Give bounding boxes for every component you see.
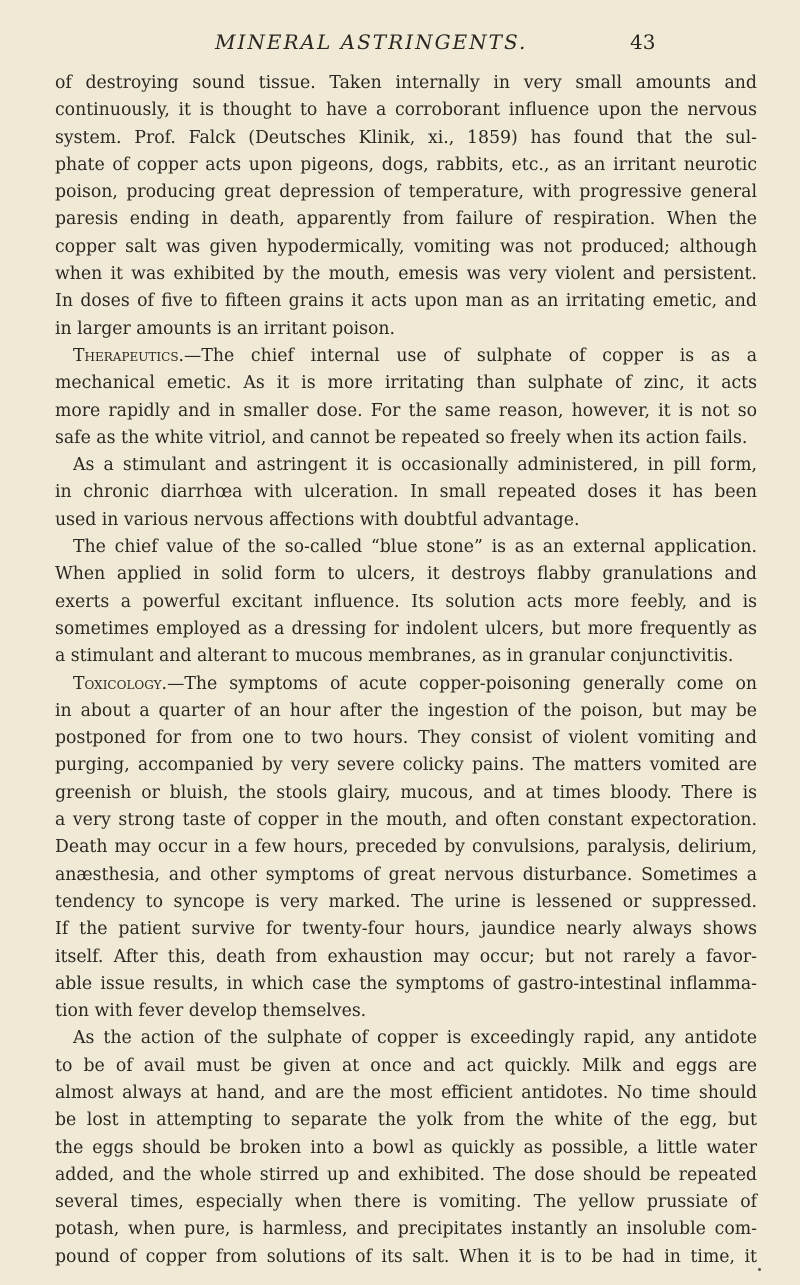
text-line (55, 862, 757, 889)
text-line (55, 834, 757, 861)
line-text: exerts a powerful excitant influence. Its solution acts more feebly, and is (55, 591, 757, 612)
text-line (55, 1135, 757, 1162)
text-line (55, 1025, 757, 1052)
line-text: If the patient survive for twenty-four hours, jaundice nearly always shows (55, 919, 757, 940)
line-text: several times, especially when there is vomiting. The yellow prussiate of (55, 1192, 757, 1213)
line-text: paresis ending in death, apparently from failure of respiration. When the (55, 209, 757, 230)
line-text: safe as the white vitriol, and cannot be repeated so freely when its action fails. (55, 427, 748, 448)
text-line (55, 370, 757, 397)
line-text: poison, producing great depression of temperature, with progressive general (55, 182, 757, 203)
line-text: copper salt was given hypodermically, vomiting was not produced; although (55, 236, 757, 257)
line-text: added, and the whole stirred up and exhibited. The dose should be repeated (55, 1164, 757, 1185)
line-text: in chronic diarrhœa with ulceration. In small repeated doses it has been (55, 482, 757, 503)
line-text: a very strong taste of copper in the mouth, and often constant expectoration. (55, 810, 757, 831)
section-heading: Toxicology. (73, 673, 168, 694)
text-line (55, 1244, 757, 1271)
text-line (55, 889, 757, 916)
line-text: in about a quarter of an hour after the ingestion of the poison, but may be (55, 700, 757, 721)
line-text: almost always at hand, and are the most efficient antidotes. No time should (55, 1082, 757, 1103)
text-line (55, 288, 757, 315)
header-title: MINERAL ASTRINGENTS. (215, 30, 528, 54)
line-text: in larger amounts is an irritant poison. (55, 318, 396, 339)
running-header (0, 30, 800, 60)
text-line (55, 780, 757, 807)
text-line (55, 589, 757, 616)
text-line (55, 616, 757, 643)
line-text: —The symptoms of acute copper-poisoning generally come on (167, 673, 757, 694)
text-line (55, 206, 757, 233)
text-line (55, 1162, 757, 1189)
text-line (55, 643, 757, 670)
line-text: of destroying sound tissue. Taken internally in very small amounts and (55, 73, 757, 93)
line-text: Death may occur in a few hours, preceded by convulsions, paralysis, delirium, (55, 837, 757, 858)
text-line (55, 343, 757, 370)
text-line (55, 916, 757, 943)
line-text: purging, accompanied by very severe colicky pains. The matters vomited are (55, 755, 757, 776)
line-text: potash, when pure, is harmless, and precipitates instantly an insoluble com- (55, 1219, 757, 1240)
text-line (55, 479, 757, 506)
text-line (55, 998, 757, 1025)
page-number: 43 (630, 30, 656, 54)
text-line (55, 1189, 757, 1216)
line-text: when it was exhibited by the mouth, emesis was very violent and persistent. (55, 264, 757, 285)
line-text: more rapidly and in smaller dose. For the same reason, however, it is not so (55, 400, 757, 421)
section-heading: Therapeutics. (73, 345, 185, 366)
line-text: the eggs should be broken into a bowl as quickly as possible, a little water (55, 1137, 757, 1158)
text-line (55, 752, 757, 779)
line-text: When applied in solid form to ulcers, it destroys flabby granulations and (55, 564, 757, 585)
text-line (55, 97, 757, 124)
text-line (55, 671, 757, 698)
text-line (55, 179, 757, 206)
text-line (55, 452, 757, 479)
text-line (55, 125, 757, 152)
line-text: sometimes employed as a dressing for indolent ulcers, but more frequently as (55, 618, 757, 639)
line-text: In doses of five to fifteen grains it acts upon man as an irritating emetic, and (55, 291, 757, 312)
text-line (55, 807, 757, 834)
text-line (55, 425, 757, 452)
line-text: continuously, it is thought to have a corroborant influence upon the nervous (55, 100, 757, 121)
line-text: tion with fever develop themselves. (55, 1001, 367, 1022)
line-text: mechanical emetic. As it is more irritating than sulphate of zinc, it acts (55, 373, 757, 394)
line-text: phate of copper acts upon pigeons, dogs, rabbits, etc., as an irritant neurotic (55, 154, 757, 175)
line-text: used in various nervous affections with doubtful advantage. (55, 509, 580, 530)
text-line (55, 1053, 757, 1080)
text-line (55, 316, 757, 343)
text-line (55, 1080, 757, 1107)
text-line (55, 507, 757, 534)
line-text: a stimulant and alterant to mucous membranes, as in granular conjunctivitis. (55, 646, 734, 667)
text-line (55, 534, 757, 561)
line-text: As a stimulant and astringent it is occasionally administered, in pill form, (73, 455, 757, 476)
line-text: be lost in attempting to separate the yolk from the white of the egg, but (55, 1110, 757, 1131)
line-text: tendency to syncope is very marked. The urine is lessened or suppressed. (55, 891, 757, 912)
text-line (55, 698, 757, 725)
text-line (55, 261, 757, 288)
line-text: greenish or bluish, the stools glairy, mucous, and at times bloody. There is (55, 782, 757, 803)
text-line (55, 1107, 757, 1134)
text-line (55, 561, 757, 588)
line-text: system. Prof. Falck (Deutsches Klinik, xi., 1859) has found that the sul- (55, 127, 757, 148)
text-line (55, 1216, 757, 1243)
text-line (55, 152, 757, 179)
line-text: itself. After this, death from exhaustion may occur; but not rarely a favor- (55, 946, 757, 967)
text-line (55, 944, 757, 971)
line-text: anæsthesia, and other symptoms of great nervous disturbance. Sometimes a (55, 864, 757, 885)
line-text: able issue results, in which case the symptoms of gastro-intestinal inflamma- (55, 973, 757, 994)
print-speck (758, 1268, 761, 1271)
body-text (55, 70, 757, 1271)
line-text: to be of avail must be given at once and act quickly. Milk and eggs are (55, 1055, 757, 1076)
line-text: The chief value of the so-called “blue stone” is as an external application. (73, 537, 757, 558)
line-text: —The chief internal use of sulphate of copper is as a (184, 345, 757, 366)
text-line (55, 971, 757, 998)
line-text: postponed for from one to two hours. They consist of violent vomiting and (55, 728, 757, 749)
text-line (55, 725, 757, 752)
line-text: As the action of the sulphate of copper is exceedingly rapid, any antidote (73, 1028, 757, 1049)
text-line (55, 70, 757, 97)
line-text: pound of copper from solutions of its salt. When it is to be had in time, it (55, 1246, 757, 1267)
text-line (55, 398, 757, 425)
text-line (55, 234, 757, 261)
